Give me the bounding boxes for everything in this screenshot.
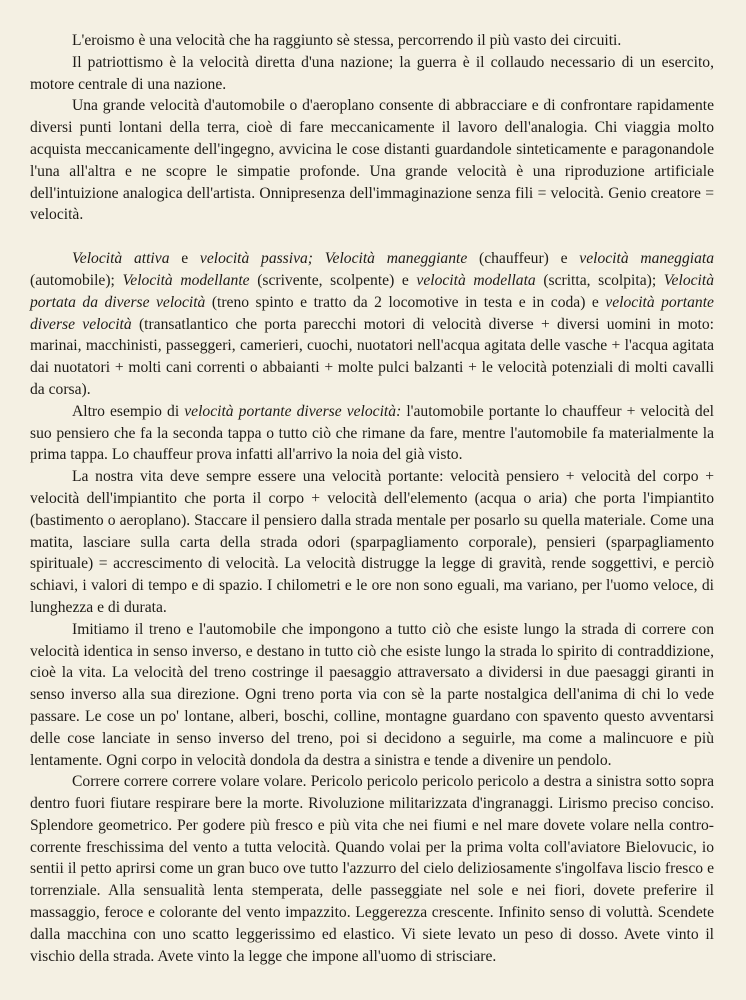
- text-run: (scrivente, scolpente) e: [249, 271, 417, 289]
- italic-term: Velocità portata da diverse velocità: [30, 271, 714, 311]
- paragraph-imitiamo-il-treno: Imitiamo il treno e l'automobile che impongono a tutto ciò che esiste lungo la strada di correre con velocità identica in senso inverso, e destano in tutto ciò che esiste lungo la strada lo spirito di contraddizione, cioè la vita. La velocità del treno costringe il paesaggio attraversato a dividersi in due paesaggi giranti in senso inverso alla sua direzione. Ogni treno porta via con sè la parte nostalgica dell'anima di chi lo vede passare. Le cose un po' lontane, alberi, boschi, colline, montagne guardano con spavento questo avventarsi delle cose lanciate in senso inverso del treno, poi si decidono a seguirle, ma come a malincuore e più lentamente. Ogni corpo in velocità dondola da destra a sinistra e tende a divenire un pendolo.: [30, 620, 714, 769]
- text-run: e: [169, 250, 200, 268]
- text-run: l'automobile portante lo chauffeur + velocità del suo pensiero che fa la seconda tappa o tutto ciò che rimane da fare, mentre l'automobile fa materialmente la prima tappa. Lo chauffeur prova infatti all'arrivo la noia del già visto.: [30, 402, 714, 464]
- paragraph-altro-esempio: [30, 401, 714, 466]
- text-run: (scritta, scolpita);: [535, 271, 664, 289]
- paragraph-nostra-vita: La nostra vita deve sempre essere una velocità portante: velocità pensiero + velocità del corpo + velocità dell'impiantito che porta il corpo + velocità dell'elemento (acqua o aria) che porta l'impiantito (bastimento o aeroplano). Staccare il pensiero dalla strada mentale per posarlo su quella materiale. Come una matita, lasciare sulla carta della strada odori (sparpagliamento corporale), pensieri (sparpagliamento spirituale) = accrescimento di velocità. La velocità distrugge la legge di gravità, rende soggettivi, e perciò schiavi, i valori di tempo e di spazio. I chilometri e le ore non sono eguali, ma variano, per l'uomo veloce, di lunghezza e di durata.: [30, 468, 714, 616]
- italic-term: Velocità attiva: [72, 250, 170, 268]
- italic-term: velocità passiva;: [199, 250, 313, 268]
- italic-term: Velocità maneggiante: [324, 250, 468, 268]
- text-run: (treno spinto e tratto da 2 locomotive in testa e in coda) e: [205, 293, 606, 311]
- italic-term: velocità maneggiata: [579, 250, 715, 268]
- paragraph-grande-velocita: Una grande velocità d'automobile o d'aeroplano consente di abbracciare e di confrontare rapidamente diversi punti lontani della terra, cioè di fare meccanicamente il lavoro dell'analogia. Chi viaggia molto acquista meccanicamente dell'ingegno, avvicina le cose distanti guardandole sinteticamente e paragonandole l'una all'altra e ne scopre le simpatie profonde. Una grande velocità è una riproduzione artificiale dell'intuizione analogica dell'artista. Onnipresenza dell'immaginazione senza fili = velocità. Genio creatore = velocità.: [30, 97, 714, 224]
- text-run: (transatlantico che porta parecchi motori di velocità diverse + diversi uomini in moto: marinai, macchinisti, passeggeri, camerieri, cuochi, nuotatori nell'acqua agitata delle vasche + l'acqua agitata dai nuotatori + molti cani correnti o abbaianti + molte pulci balzanti + le velocità potenziali di molti cavalli da corsa).: [30, 315, 714, 398]
- italic-term: velocità portante diverse velocità: [30, 293, 714, 333]
- paragraph-eroismo: L'eroismo è una velocità che ha raggiunto sè stessa, percorrendo il più vasto dei circuiti.: [72, 32, 622, 49]
- text-run: [313, 250, 325, 267]
- italic-term: velocità modellata: [416, 271, 536, 289]
- text-run: Altro esempio di: [72, 402, 185, 420]
- text-run: (chauffeur) e: [467, 250, 580, 268]
- italic-term: Velocità modellante: [122, 271, 250, 289]
- section-spacer: [30, 226, 714, 248]
- italic-term: velocità portante diverse velocità:: [184, 402, 402, 420]
- paragraph-correre-volare: Correre correre correre volare volare. Pericolo pericolo pericolo pericolo a destra a sinistra sotto sopra dentro fuori fiutare respirare bere la morte. Rivoluzione militarizzata d'ingranaggi. Lirismo preciso conciso. Splendore geometrico. Per godere più fresco e più vita che nei fiumi e nel mare dovete volare nella contro-corrente freschissima del vento a tutta velocità. Quando volai per la prima volta coll'aviatore Bielovucic, io sentii il petto aprirsi come un gran buco ove tutto l'azzurro del cielo deliziosamente s'ingolfava liscio fresco e torrenziale. Alla sensualità lenta stemperata, delle passeggiate nel sole e nei fiori, dovete preferire il massaggio, feroce e colorante del vento impazzito. Leggerezza crescente. Infinito senso di voluttà. Scendete dalla macchina con uno scatto leggerissimo ed elastico. Vi siete levato un peso di dosso. Avete vinto il vischio della strada. Avete vinto la legge che impone all'uomo di strisciare.: [30, 773, 714, 965]
- text-run: (automobile);: [30, 271, 123, 289]
- paragraph-velocita-attiva: [30, 248, 714, 401]
- paragraph-patriottismo: Il patriottismo è la velocità diretta d'una nazione; la guerra è il collaudo necessario di un esercito, motore centrale di una nazione.: [30, 53, 714, 93]
